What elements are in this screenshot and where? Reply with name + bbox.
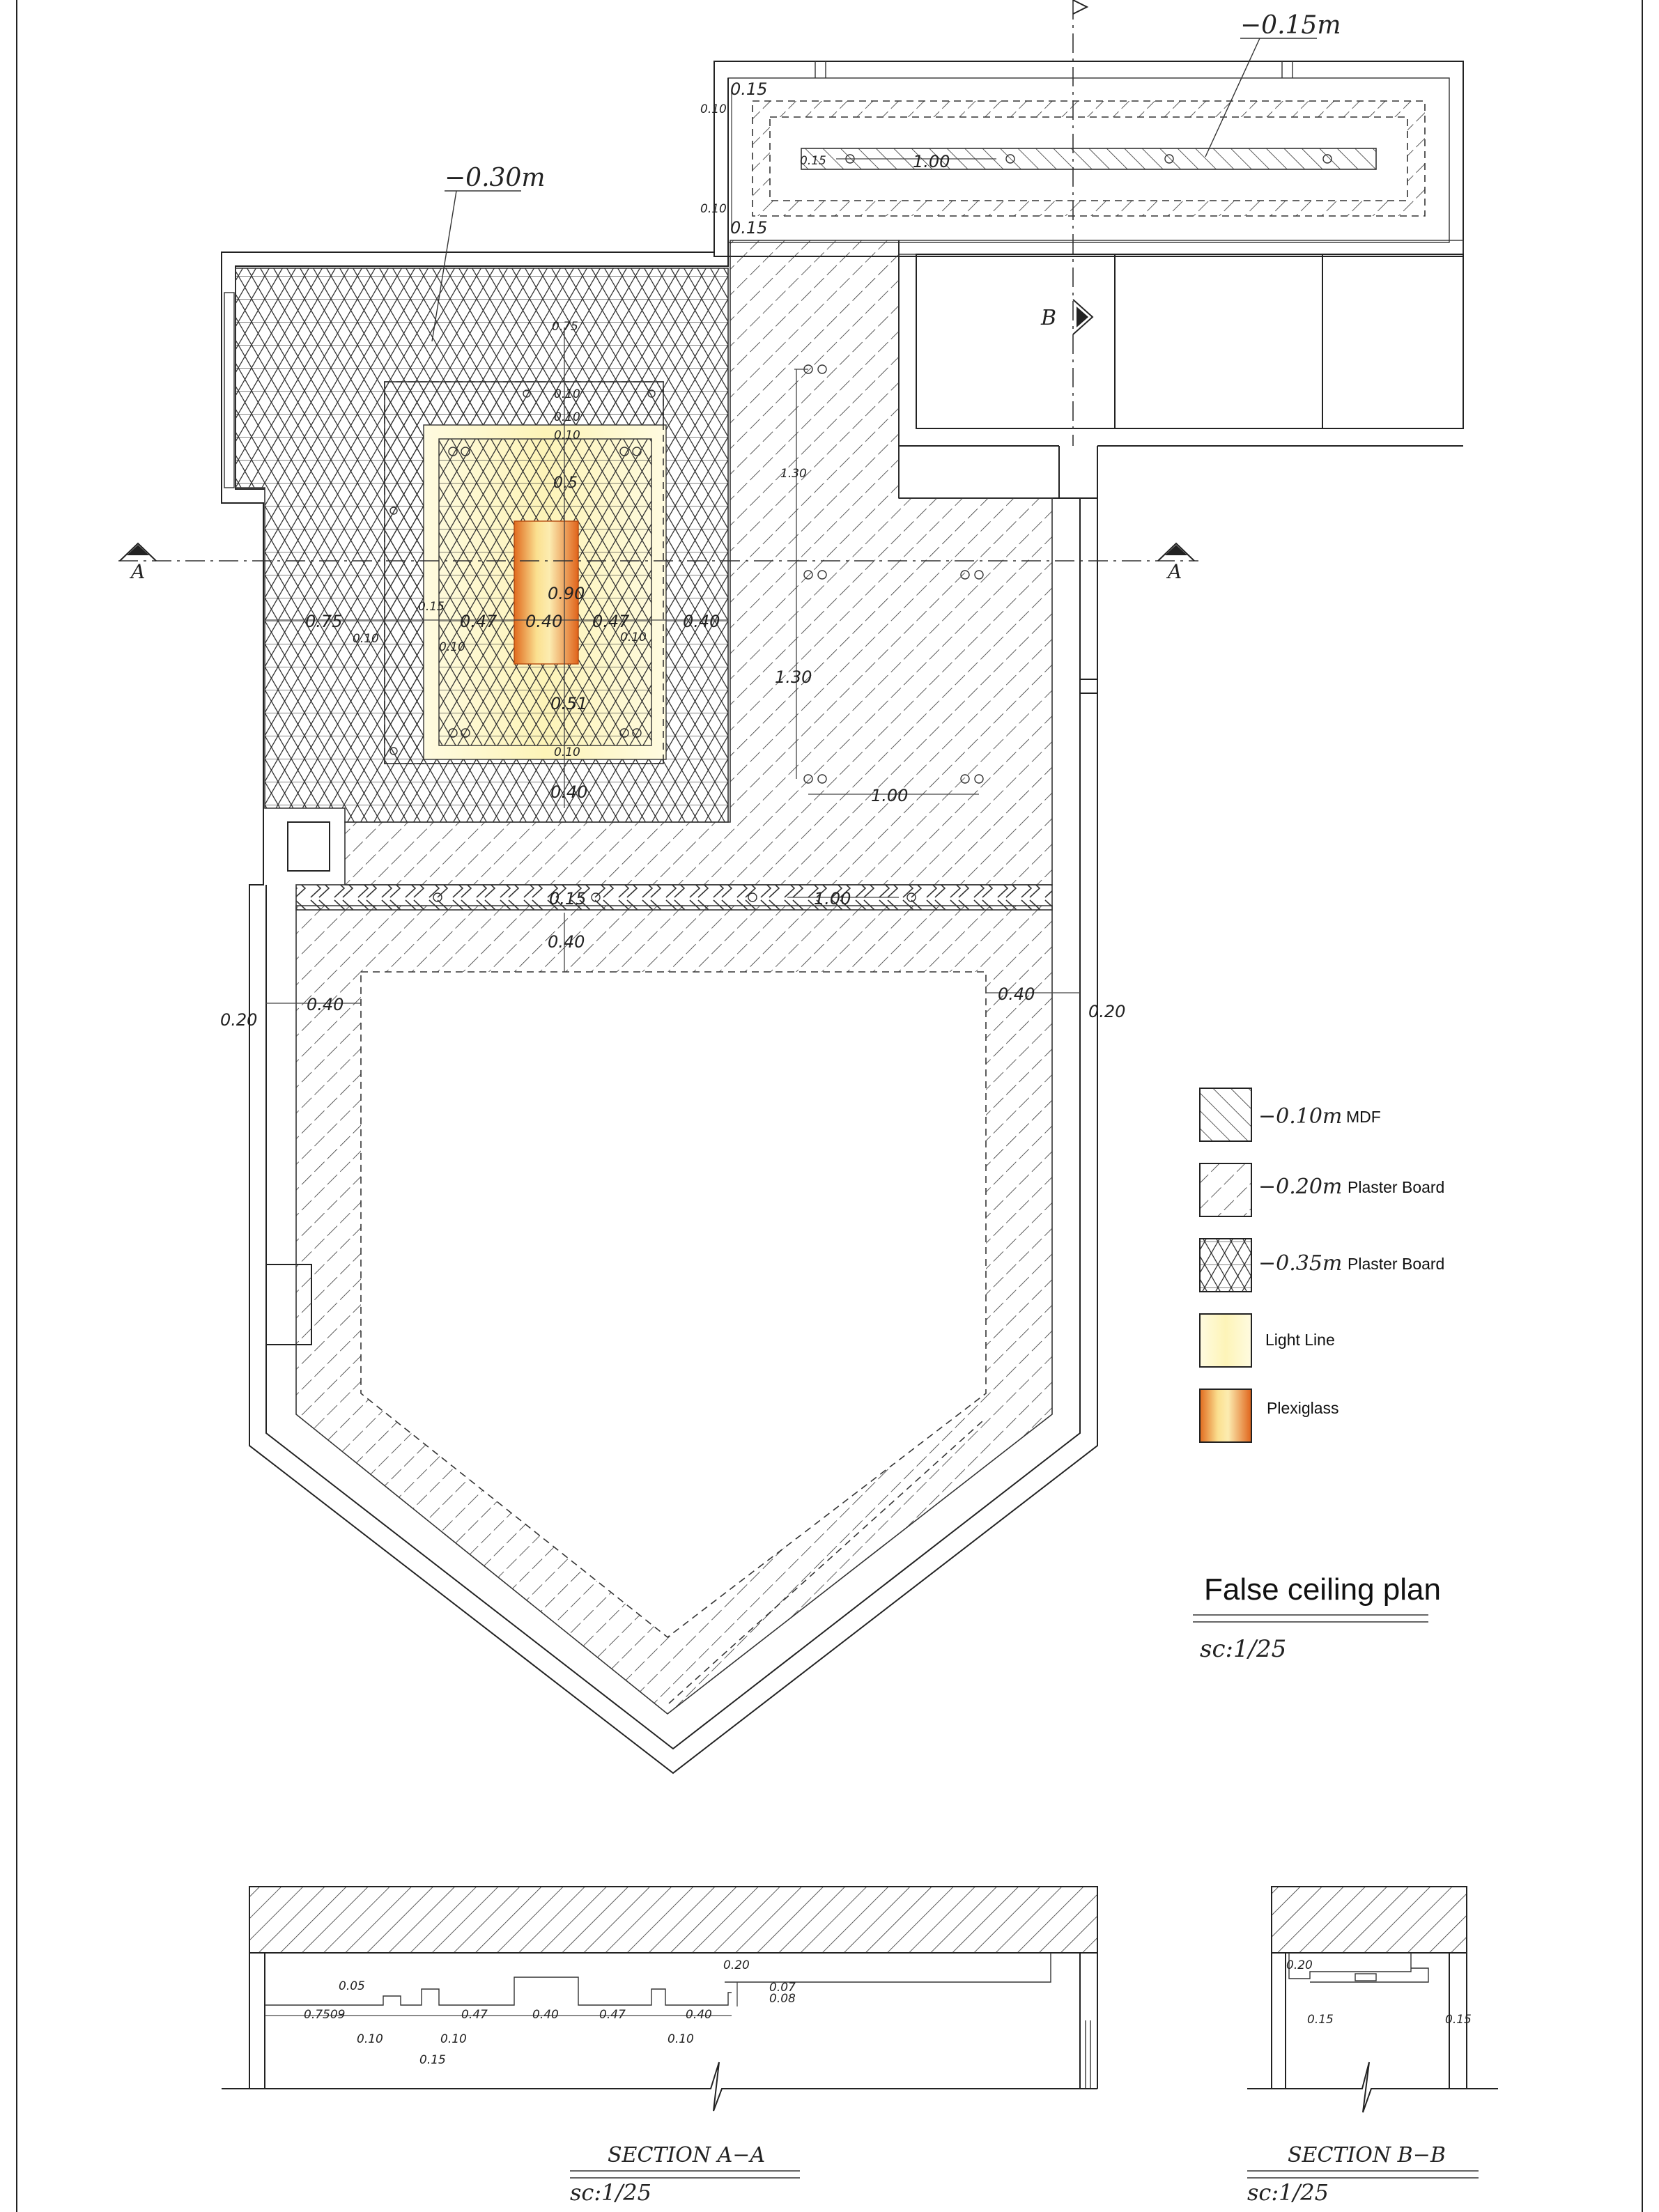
section-bb xyxy=(1247,1887,1498,2112)
svg-text:0.75: 0.75 xyxy=(305,612,343,631)
section-aa-dims xyxy=(304,1958,796,2067)
svg-text:0.47: 0.47 xyxy=(460,612,497,631)
drawing-title-block xyxy=(1193,1572,1441,1663)
svg-text:0.47: 0.47 xyxy=(592,612,630,631)
svg-text:0.10: 0.10 xyxy=(554,745,580,759)
svg-text:A: A xyxy=(131,560,146,583)
svg-text:1.00: 1.00 xyxy=(814,889,851,908)
svg-text:0.08: 0.08 xyxy=(769,1992,796,2006)
svg-text:0.40: 0.40 xyxy=(550,782,588,802)
svg-text:0.10: 0.10 xyxy=(700,202,727,216)
legend-label-plaster-020: Plaster Board xyxy=(1348,1178,1445,1196)
legend-level-plaster-020: −0.20m xyxy=(1258,1175,1343,1199)
svg-text:0.10: 0.10 xyxy=(440,2032,467,2046)
legend-label-plexiglass: Plexiglass xyxy=(1267,1399,1339,1417)
svg-text:0.47: 0.47 xyxy=(599,2008,626,2022)
svg-text:0.10: 0.10 xyxy=(554,428,580,442)
svg-text:0.90: 0.90 xyxy=(548,584,585,603)
section-aa-scale: sc:1/25 xyxy=(570,2179,651,2206)
legend-swatch-plaster-035 xyxy=(1200,1239,1251,1292)
section-bb-dims xyxy=(1286,1958,1472,2027)
svg-text:0.20: 0.20 xyxy=(723,1958,750,1972)
svg-text:0.10: 0.10 xyxy=(357,2032,383,2046)
svg-text:B: B xyxy=(1041,306,1057,330)
svg-text:0.51: 0.51 xyxy=(550,694,588,713)
svg-text:0.15: 0.15 xyxy=(549,889,587,908)
svg-text:0.7509: 0.7509 xyxy=(304,2008,346,2022)
legend-label-plaster-035: Plaster Board xyxy=(1348,1255,1445,1273)
svg-text:0.40: 0.40 xyxy=(998,984,1035,1004)
svg-text:0.15: 0.15 xyxy=(1307,2013,1334,2027)
svg-text:1.30: 1.30 xyxy=(775,667,812,687)
svg-text:0.15: 0.15 xyxy=(418,600,445,614)
svg-text:0.10: 0.10 xyxy=(353,632,379,646)
service-rooms xyxy=(899,240,1463,498)
svg-text:−0.30m: −0.30m xyxy=(445,164,546,192)
svg-text:0.40: 0.40 xyxy=(532,2008,559,2022)
svg-text:0.20: 0.20 xyxy=(1088,1002,1126,1021)
svg-text:A: A xyxy=(1168,560,1182,583)
svg-text:0.15: 0.15 xyxy=(1445,2013,1472,2027)
legend-level-plaster-035: −0.35m xyxy=(1258,1251,1343,1276)
svg-text:1.30: 1.30 xyxy=(780,467,807,481)
legend-swatch-plaster-020 xyxy=(1200,1163,1251,1216)
svg-text:0.40: 0.40 xyxy=(548,932,585,952)
svg-text:0.15: 0.15 xyxy=(800,154,826,168)
svg-text:1.00: 1.00 xyxy=(871,786,909,805)
svg-text:0.40: 0.40 xyxy=(683,612,720,631)
top-strip-zone xyxy=(714,61,1463,256)
svg-text:0.10: 0.10 xyxy=(554,387,580,401)
svg-text:0.40: 0.40 xyxy=(686,2008,712,2022)
legend-swatch-plexiglass xyxy=(1200,1389,1251,1442)
svg-text:0.07: 0.07 xyxy=(769,1981,796,1995)
svg-text:0.10: 0.10 xyxy=(554,410,580,424)
legend-label-light-line: Light Line xyxy=(1265,1331,1335,1349)
drawing-title: False ceiling plan xyxy=(1204,1572,1441,1607)
legend-swatch-light-line xyxy=(1200,1314,1251,1367)
svg-text:−0.15m: −0.15m xyxy=(1240,11,1341,40)
svg-text:0.40: 0.40 xyxy=(307,995,344,1014)
section-marker-a-left xyxy=(129,560,145,583)
section-bb-title: SECTION B−B xyxy=(1288,2143,1446,2167)
svg-text:0.20: 0.20 xyxy=(1286,1958,1313,1972)
svg-text:0.75: 0.75 xyxy=(552,320,578,334)
section-bb-scale: sc:1/25 xyxy=(1247,2179,1329,2206)
section-aa xyxy=(222,1887,1097,2111)
svg-text:0.10: 0.10 xyxy=(620,631,647,644)
svg-text:1.00: 1.00 xyxy=(913,152,950,171)
plaster-035-zone xyxy=(236,268,728,822)
svg-text:0.15: 0.15 xyxy=(730,218,768,238)
svg-text:0.5: 0.5 xyxy=(553,474,578,492)
section-marker-b xyxy=(1040,306,1056,330)
section-aa-title: SECTION A−A xyxy=(608,2143,766,2167)
legend-label-mdf: MDF xyxy=(1346,1108,1381,1126)
svg-text:0.10: 0.10 xyxy=(700,102,727,116)
legend xyxy=(1200,1088,1444,1442)
svg-text:0.40: 0.40 xyxy=(525,612,563,631)
section-marker-a-right xyxy=(1166,560,1182,583)
legend-level-mdf: −0.10m xyxy=(1258,1104,1343,1129)
svg-text:0.15: 0.15 xyxy=(730,79,768,99)
svg-text:0.05: 0.05 xyxy=(339,1979,365,1993)
svg-text:0.10: 0.10 xyxy=(439,640,465,654)
svg-text:0.20: 0.20 xyxy=(220,1010,258,1030)
section-aa-title-block xyxy=(570,2143,800,2206)
svg-text:0.10: 0.10 xyxy=(668,2032,694,2046)
svg-text:0.15: 0.15 xyxy=(419,2053,446,2067)
drawing-scale: sc:1/25 xyxy=(1200,1635,1287,1663)
svg-text:0.47: 0.47 xyxy=(461,2008,488,2022)
legend-swatch-mdf xyxy=(1200,1088,1251,1141)
section-bb-title-block xyxy=(1247,2143,1479,2206)
